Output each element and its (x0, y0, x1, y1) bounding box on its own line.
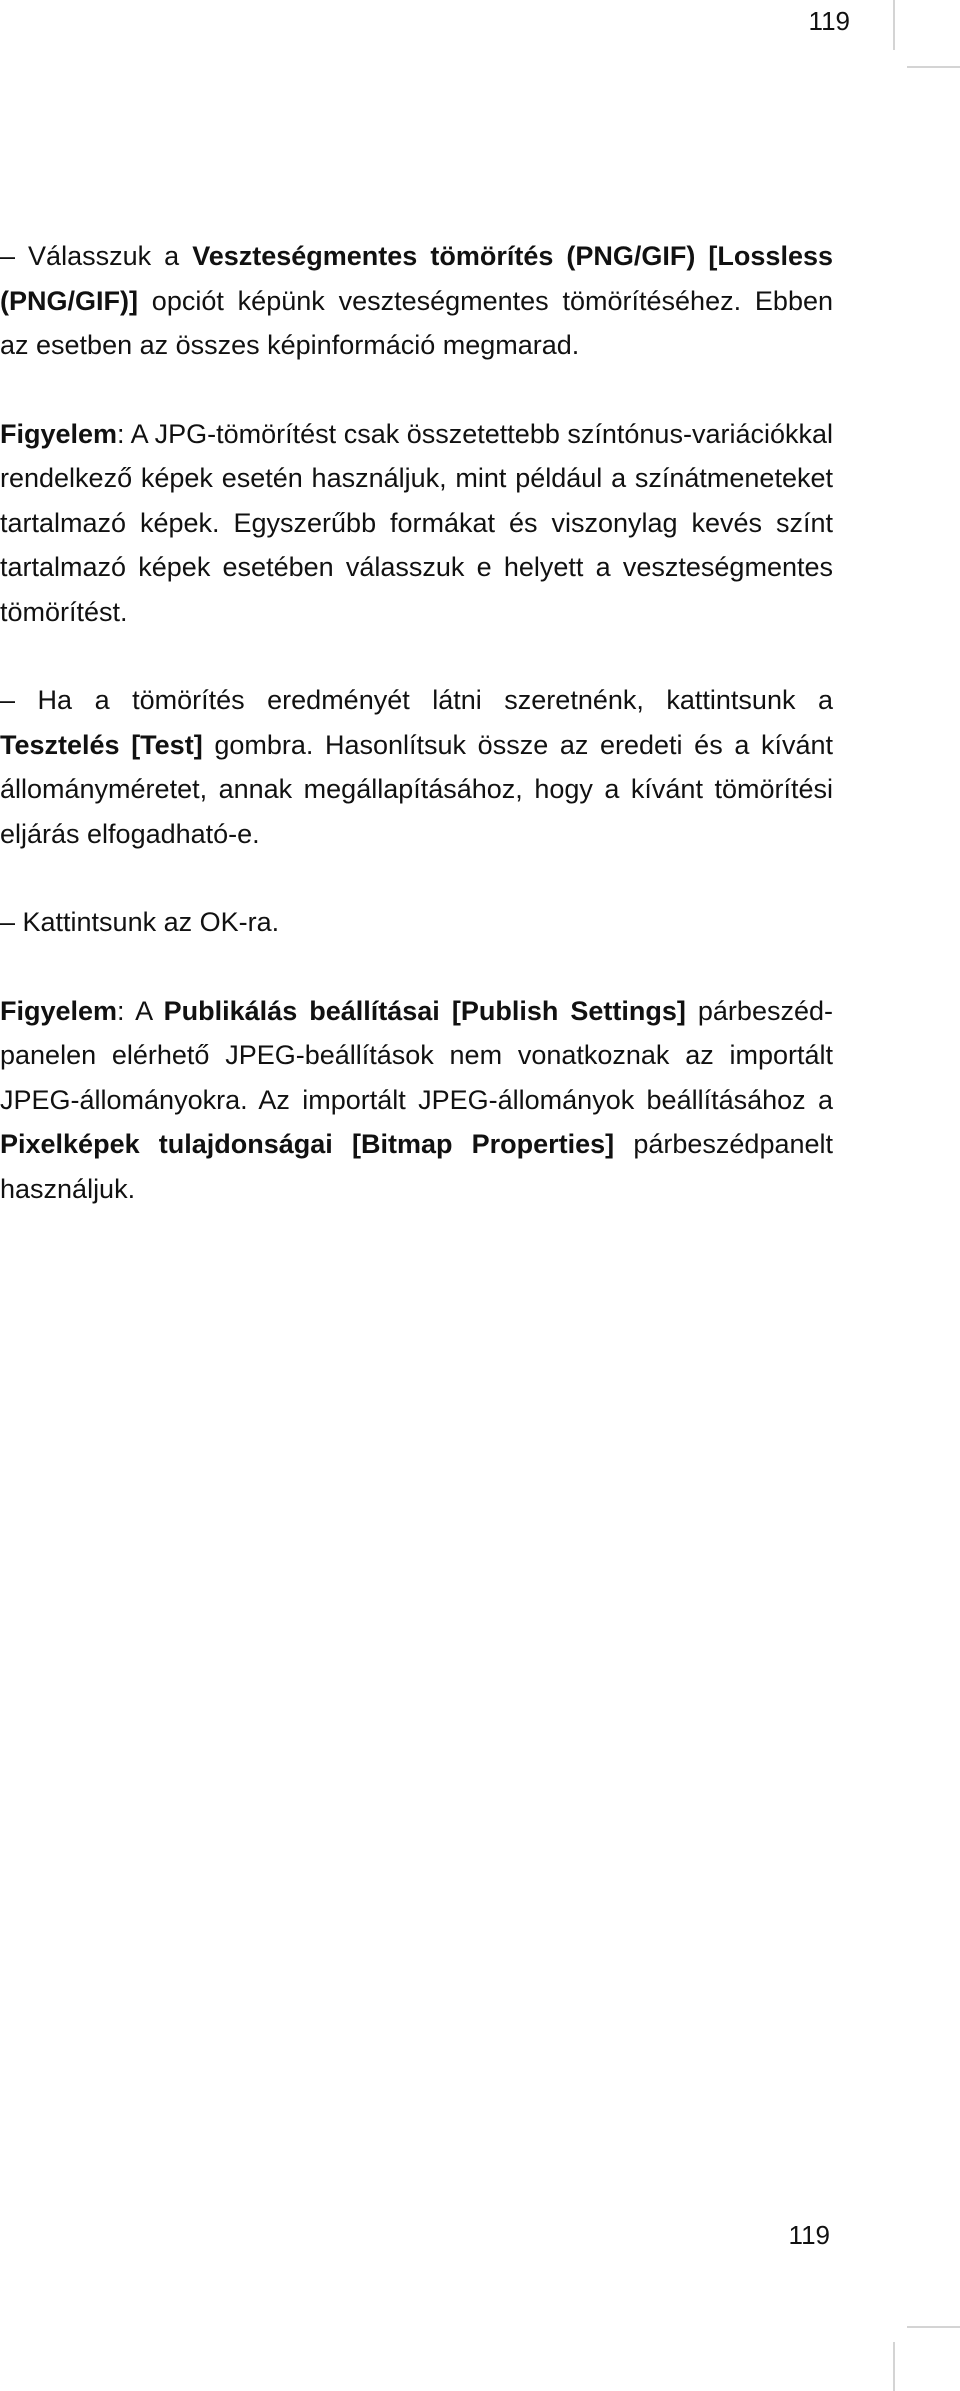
text-run: párbeszéd-panelen elérhető JPEG-beállítások nem vonatkoznak az importált JPEG-állományokra. Az importált JPEG-állományok beállításához a (0, 995, 833, 1115)
paragraph-click-ok (0, 900, 833, 945)
text-run: gombra. Hasonlítsuk össze az eredeti és a kívánt állományméretet, annak megállapításához, hogy a kívánt tömörítési eljárás elfogadható-e. (0, 729, 833, 849)
text-run-bold: Tesztelés [Test] (0, 729, 203, 760)
text-run: – Válasszuk a (0, 241, 193, 271)
text-run-bold: Publikálás beállításai [Publish Settings] (163, 995, 686, 1026)
paragraph-jpg-warning (0, 412, 833, 635)
text-run-bold: Figyelem (0, 995, 118, 1026)
text-run-bold: Figyelem (0, 418, 118, 449)
text-run-bold: Veszteségmentes tömörítés (PNG/GIF) [Lossless (PNG/GIF)] (0, 241, 833, 316)
text-run: – Kattintsunk az OK-ra. (0, 907, 280, 937)
document-body (0, 234, 833, 1255)
crop-mark-bottom-horizontal (907, 2326, 960, 2328)
crop-mark-bottom-vertical (893, 2342, 895, 2391)
crop-mark-top-vertical (893, 0, 895, 50)
paragraph-lossless-option (0, 234, 833, 368)
paragraph-publish-settings-warning (0, 989, 833, 1212)
text-run: opciót képünk veszteségmentes tömörítéséhez. Ebben az esetben az összes képinformáció megmarad. (0, 285, 833, 360)
text-run: : A JPG-tömörítést csak összetettebb színtónus-variációkkal rendelkező képek esetén használjuk, mint például a színátmeneteket tartalmazó képek. Egyszerűbb formákat és viszonylag kevés színt tartalmazó képek esetében válasszuk e helyett a veszteségmentes tömörítést. (0, 418, 833, 627)
text-run-bold: Pixelképek tulajdonságai [Bitmap Properties] (0, 1129, 615, 1159)
text-run: – Ha a tömörítés eredményét látni szeretnénk, kattintsunk a (0, 685, 833, 715)
page-number-bottom: 119 (788, 2220, 830, 2250)
paragraph-test-compression (0, 678, 833, 856)
crop-mark-top-horizontal (907, 66, 960, 68)
text-run: : A (117, 995, 164, 1026)
text-run: párbeszédpanelt használjuk. (0, 1129, 834, 1204)
page-number-top: 119 (808, 6, 850, 36)
